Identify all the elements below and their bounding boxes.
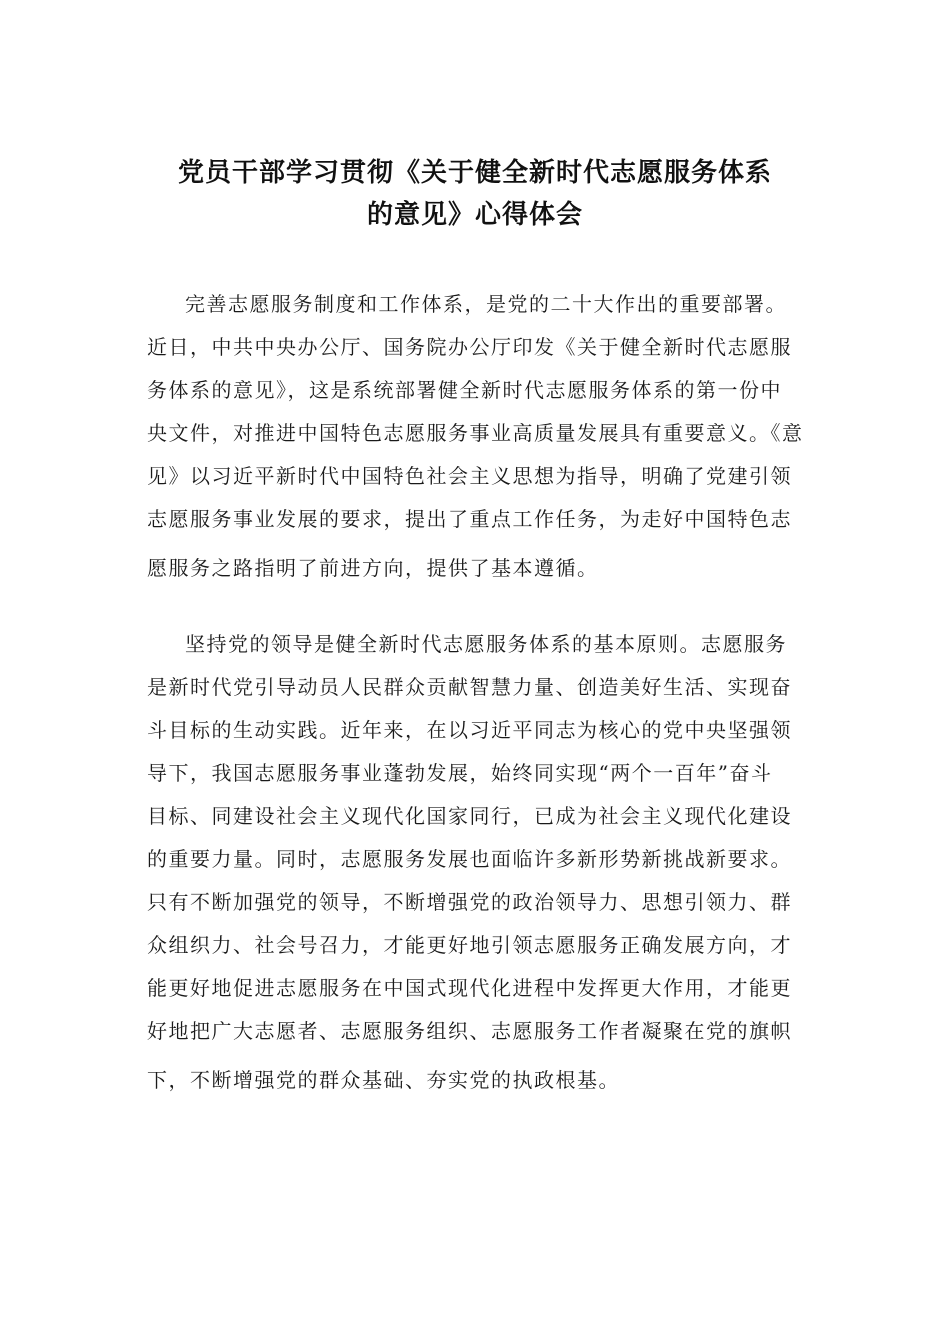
paragraph-1: [147, 283, 817, 590]
paragraph-line: 众组织力、社会号召力，才能更好地引领志愿服务正确发展方向，才: [147, 933, 792, 957]
paragraph-line: 愿服务之路指明了前进方向，提供了基本遵循。: [147, 556, 599, 580]
title-line-1: 党员干部学习贯彻《关于健全新时代志愿服务体系: [177, 158, 772, 188]
paragraph-line: 志愿服务事业发展的要求，提出了重点工作任务，为走好中国特色志: [147, 507, 792, 531]
paragraph-line: 完善志愿服务制度和工作体系，是党的二十大作出的重要部署。: [185, 292, 787, 316]
paragraph-line: 导下，我国志愿服务事业蓬勃发展，始终同实现“两个一百年”奋斗: [147, 761, 773, 785]
paragraph-2: [147, 623, 817, 1102]
paragraph-line: 近日，中共中央办公厅、国务院办公厅印发《关于健全新时代志愿服: [147, 335, 792, 359]
paragraph-line: 见》以习近平新时代中国特色社会主义思想为指导，明确了党建引领: [147, 464, 792, 488]
paragraph-line: 坚持党的领导是健全新时代志愿服务体系的基本原则。志愿服务: [185, 632, 787, 656]
document-title: [100, 152, 850, 236]
paragraph-line: 好地把广大志愿者、志愿服务组织、志愿服务工作者凝聚在党的旗帜: [147, 1019, 792, 1043]
paragraph-line: 只有不断加强党的领导，不断增强党的政治领导力、思想引领力、群: [147, 890, 792, 914]
paragraph-line: 斗目标的生动实践。近年来，在以习近平同志为核心的党中央坚强领: [147, 718, 792, 742]
paragraph-line: 央文件，对推进中国特色志愿服务事业高质量发展具有重要意义。《意: [147, 421, 804, 445]
paragraph-line: 能更好地促进志愿服务在中国式现代化进程中发挥更大作用，才能更: [147, 976, 792, 1000]
paragraph-line: 下，不断增强党的群众基础、夯实党的执政根基。: [147, 1068, 620, 1092]
paragraph-line: 务体系的意见》，这是系统部署健全新时代志愿服务体系的第一份中: [147, 378, 782, 402]
paragraph-line: 目标、同建设社会主义现代化国家同行，已成为社会主义现代化建设: [147, 804, 792, 828]
paragraph-line: 是新时代党引导动员人民群众贡献智慧力量、创造美好生活、实现奋: [147, 675, 792, 699]
title-line-2: 的意见》心得体会: [366, 200, 583, 230]
paragraph-line: 的重要力量。同时，志愿服务发展也面临许多新形势新挑战新要求。: [147, 847, 792, 871]
